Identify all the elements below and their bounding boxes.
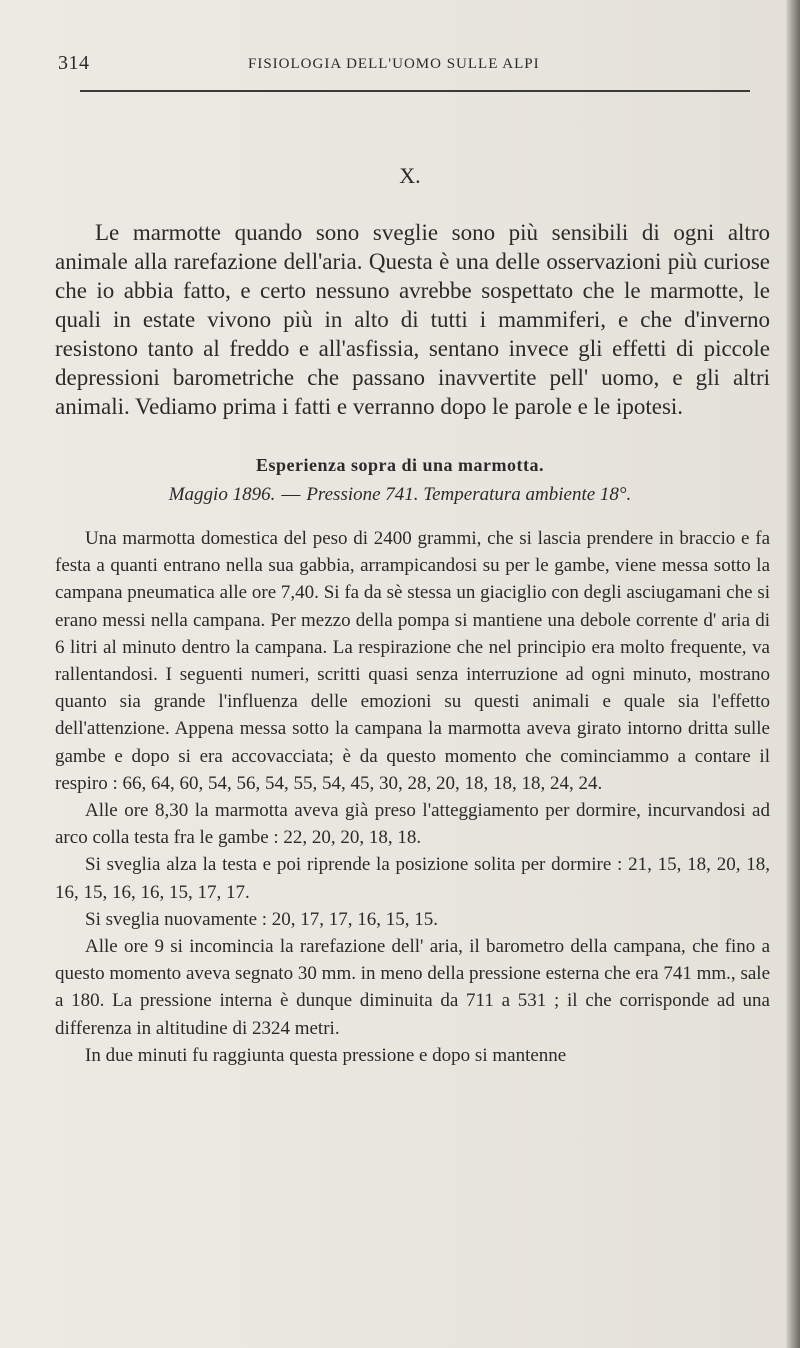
- experiment-date: Maggio 1896.: [168, 484, 276, 505]
- intro-paragraph-block: [55, 218, 770, 421]
- section-title: X.: [399, 163, 421, 188]
- running-head: FISIOLOGIA DELL'UOMO SULLE ALPI: [248, 56, 540, 72]
- body-paragraph: Alle ore 9 si incomincia la rarefazione dell' aria, il barometro della campana, che fino a questo momento aveva segnato 30 mm. in meno della pressione esterna che era 741 mm., sale a 180. La pressione interna è dunque diminuita da 711 a 531 ; il che corrisponde ad una differenza in altitudine di 2324 metri.: [55, 936, 770, 1039]
- body-paragraph: Si sveglia nuovamente : 20, 17, 17, 16, 15, 15.: [85, 908, 439, 930]
- body-paragraph: Alle ore 8,30 la marmotta aveva già preso l'atteggiamento per dormire, incurvandosi ad arco colla testa fra le gambe : 22, 20, 20, 18, 18.: [55, 800, 770, 849]
- body-text: [55, 525, 770, 1069]
- body-paragraph: In due minuti fu raggiunta questa pressione e dopo si mantenne: [85, 1044, 567, 1066]
- experiment-subtitle: [0, 484, 800, 506]
- experiment-separator: —: [281, 484, 301, 505]
- header-rule: [80, 90, 750, 92]
- body-paragraph: Una marmotta domestica del peso di 2400 grammi, che si lascia prendere in braccio e fa festa a quanti entrano nella sua gabbia, arrampicandosi su per le gambe, viene messa sotto la campana pneumatica alle ore 7,40. Si fa da sè stessa un giaciglio con degli asciugamani che si erano messi nella campana. Per mezzo della pompa si mantiene una debole corrente d' aria di 6 litri al minuto dentro la campana. La respirazione che nel principio era molto frequente, va rallentandosi. I seguenti numeri, scritti quasi senza interruzione ad ogni minuto, mostrano quanto sia grande l'influenza delle emozioni su questi animali e quale sia l'effetto dell'attenzione. Appena messa sotto la campana la marmotta aveva girato intorno dritta sulle gambe e dopo si era accovacciata; è da questo momento che cominciammo a contare il respiro : 66, 64, 60, 54, 56, 54, 55, 54, 45, 30, 28, 20, 18, 18, 18, 24, 24.: [55, 528, 770, 794]
- experiment-title: Esperienza sopra di una marmotta.: [256, 455, 544, 475]
- page-number: 314: [58, 52, 90, 74]
- page-edge-shadow: [786, 0, 800, 1348]
- experiment-conditions: Pressione 741. Temperatura ambiente 18°.: [306, 484, 632, 505]
- intro-paragraph: Le marmotte quando sono sveglie sono più sensibili di ogni altro animale alla rarefazione dell'aria. Questa è una delle osservazioni più curiose che io abbia fatto, e certo nessuno avrebbe sospettato che le marmotte, le quali in estate vivono più in alto di tutti i mammiferi, e che d'inverno resistono tanto al freddo e all'asfissia, sentano invece gli effetti di piccole depressioni barometriche che passano inavvertite pell' uomo, e gli altri animali. Vediamo prima i fatti e verranno dopo le parole e le ipotesi.: [55, 220, 770, 419]
- body-paragraph: Si sveglia alza la testa e poi riprende la posizione solita per dormire : 21, 15, 18, 20, 18, 16, 15, 16, 16, 15, 17, 17.: [55, 854, 770, 903]
